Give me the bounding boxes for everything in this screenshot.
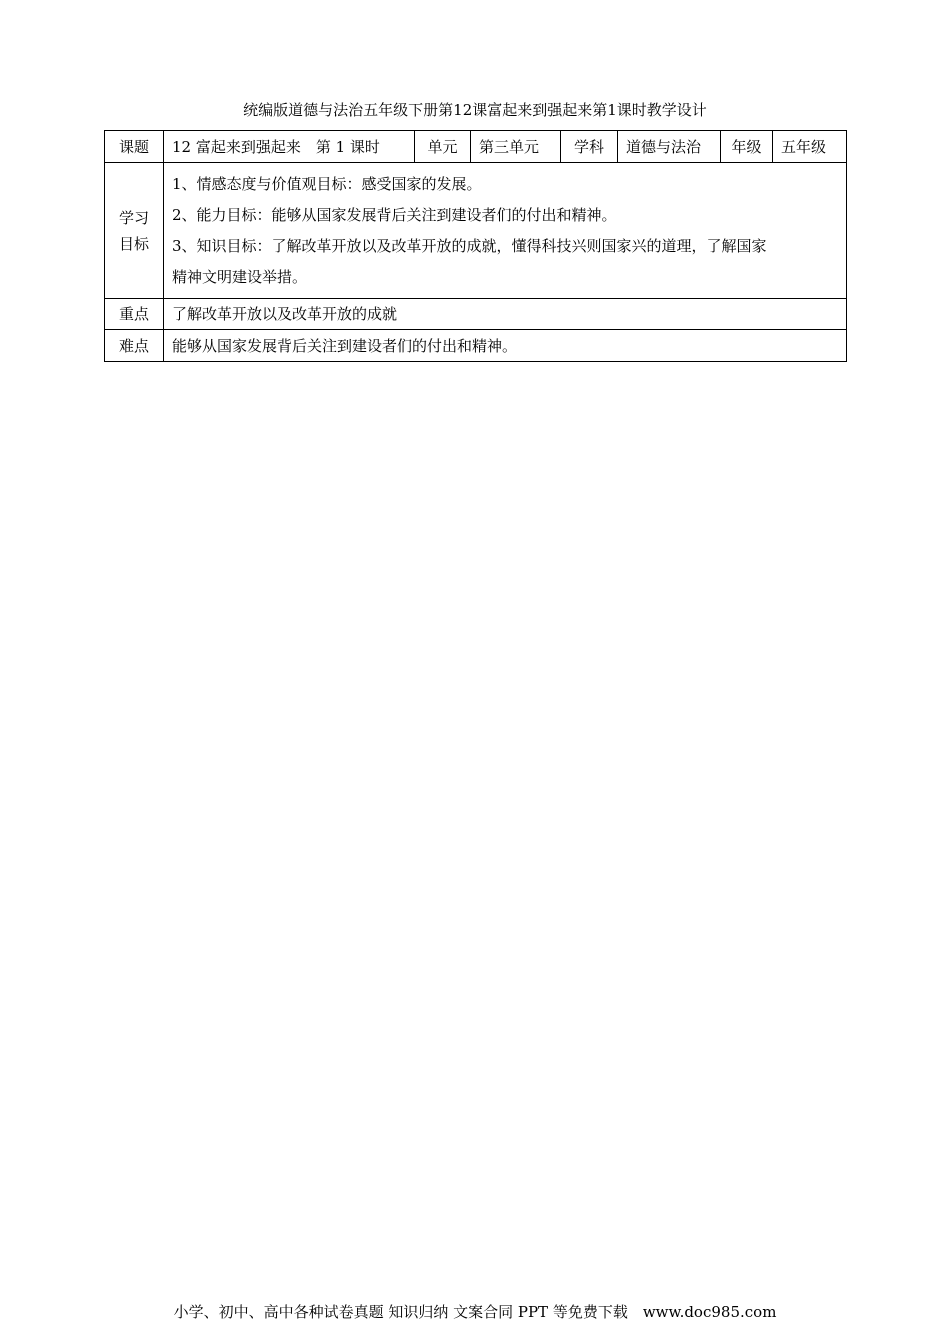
goal-item: 3、知识目标：了解改革开放以及改革开放的成就，懂得科技兴则国家兴的道理，了解国家 — [172, 236, 767, 255]
subject-label: 学科 — [561, 131, 618, 163]
key-point-label: 重点 — [105, 299, 164, 330]
goals-label-line2: 目标 — [118, 234, 149, 253]
goal-item: 2、能力目标：能够从国家发展背后关注到建设者们的付出和精神。 — [172, 205, 617, 224]
document-title: 统编版道德与法治五年级下册第12课富起来到强起来第1课时教学设计 — [243, 101, 707, 119]
lesson-plan-table — [104, 130, 847, 362]
unit-value: 第三单元 — [471, 131, 561, 163]
key-point-value: 了解改革开放以及改革开放的成就 — [164, 299, 847, 330]
footer-text: 小学、初中、高中各种试卷真题 知识归纳 文案合同 PPT 等免费下载 www.doc985.com — [173, 1303, 777, 1321]
topic-label: 课题 — [105, 131, 164, 163]
grade-label: 年级 — [721, 131, 773, 163]
key-point-row — [105, 299, 847, 330]
difficulty-label: 难点 — [105, 330, 164, 362]
goals-label — [105, 163, 164, 299]
goal-item: 精神文明建设举措。 — [172, 267, 308, 286]
goals-row — [105, 163, 847, 299]
header-row — [105, 131, 847, 163]
goals-content — [164, 163, 847, 299]
topic-value: 12 富起来到强起来 第 1 课时 — [164, 131, 415, 163]
unit-label: 单元 — [415, 131, 471, 163]
goals-label-line1: 学习 — [118, 208, 149, 227]
grade-value: 五年级 — [773, 131, 847, 163]
goal-item: 1、情感态度与价值观目标：感受国家的发展。 — [172, 174, 482, 193]
goals-list — [172, 167, 838, 295]
difficulty-value: 能够从国家发展背后关注到建设者们的付出和精神。 — [164, 330, 847, 362]
difficulty-row — [105, 330, 847, 362]
subject-value: 道德与法治 — [618, 131, 721, 163]
